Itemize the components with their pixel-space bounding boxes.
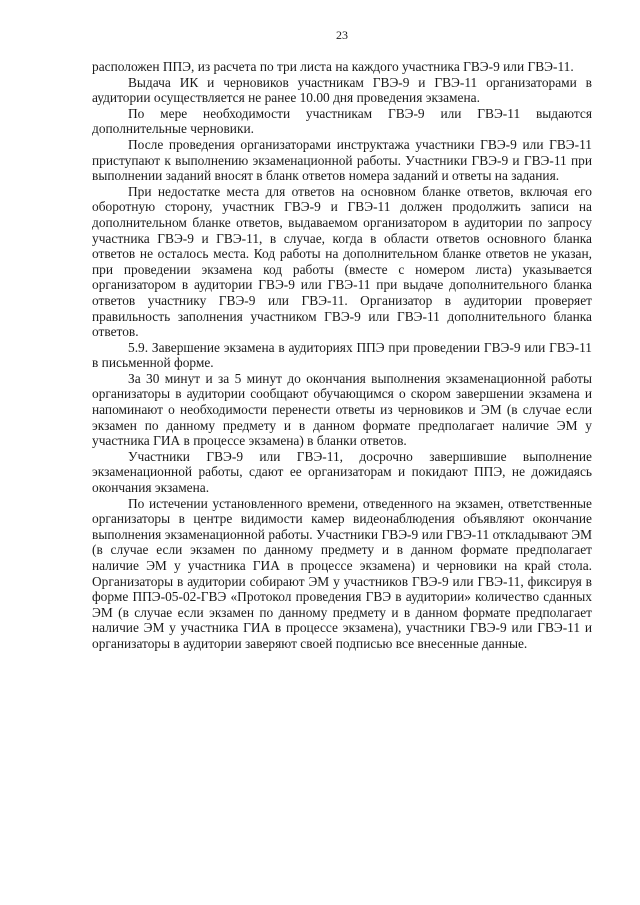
paragraph-4: После проведения организаторами инструктажа участники ГВЭ-9 или ГВЭ-11 приступают к выполнению экзаменационной работы. Участники ГВЭ-9 и ГВЭ-11 при выполнении заданий вносят в бланк ответов номера заданий и ответы на задания. <box>92 136 592 184</box>
page-number-text: 23 <box>336 28 348 42</box>
section-heading-5-9: 5.9. Завершение экзамена в аудиториях ППЭ при проведении ГВЭ-9 или ГВЭ-11 в письменной форме. <box>92 339 592 371</box>
paragraph-6: За 30 минут и за 5 минут до окончания выполнения экзаменационной работы организаторы в аудитории сообщают обучающимся о скором завершении экзамена и напоминают о необходимости перенести ответы из черновиков и ЭМ (в случае если экзамен по данному предмету и в данном формате предполагает наличие ЭМ у участника ГИА в процессе экзамена) в бланки ответов. <box>92 370 592 449</box>
paragraph-8: По истечении установленного времени, отведенного на экзамен, ответственные организаторы в центре видимости камер видеонаблюдения объявляют окончание выполнения экзаменационной работы. Участники ГВЭ-9 или ГВЭ-11 откладывают ЭМ (в случае если экзамен по данному предмету и в данном формате предполагает наличие ЭМ у участника ГИА в процессе экзамена) и черновики на край стола. Организаторы в аудитории собирают ЭМ у участников ГВЭ-9 или ГВЭ-11, фиксируя в форме ППЭ-05-02-ГВЭ «Протокол проведения ГВЭ в аудитории» количество сданных ЭМ (в случае если экзамен по данному предмету и в данном формате предполагает наличие ЭМ у участника ГИА в процессе экзамена), участники ГВЭ-9 или ГВЭ-11 и организаторы в аудитории заверяют своей подписью все внесенные данные. <box>92 495 592 651</box>
paragraph-2: Выдача ИК и черновиков участникам ГВЭ-9 и ГВЭ-11 организаторами в аудитории осуществляется не ранее 10.00 дня проведения экзамена. <box>92 74 592 106</box>
paragraph-5: При недостатке места для ответов на основном бланке ответов, включая его оборотную сторону, участник ГВЭ-9 и ГВЭ-11 должен продолжить записи на дополнительном бланке ответов, выдаваемом организатором в аудитории по запросу участника ГВЭ-9 и ГВЭ-11, в случае, когда в области ответов основного бланка ответов не осталось места. Код работы на дополнительном бланке ответов не указан, при проведении экзамена код работы (вместе с номером листа) указывается организатором в аудитории ГВЭ-9 или ГВЭ-11 при выдаче дополнительного бланка ответов участнику ГВЭ-9 или ГВЭ-11. Организатор в аудитории проверяет правильность заполнения участником ГВЭ-9 или ГВЭ-11 дополнительного бланка ответов. <box>92 183 592 340</box>
paragraph-7: Участники ГВЭ-9 или ГВЭ-11, досрочно завершившие выполнение экзаменационной работы, сдают ее организаторам и покидают ППЭ, не дожидаясь окончания экзамена. <box>92 448 592 496</box>
page-number <box>92 28 592 43</box>
paragraph-3: По мере необходимости участникам ГВЭ-9 или ГВЭ-11 выдаются дополнительные черновики. <box>92 105 592 137</box>
paragraph-1: расположен ППЭ, из расчета по три листа на каждого участника ГВЭ-9 или ГВЭ-11. <box>92 59 574 74</box>
document-page <box>92 28 592 652</box>
